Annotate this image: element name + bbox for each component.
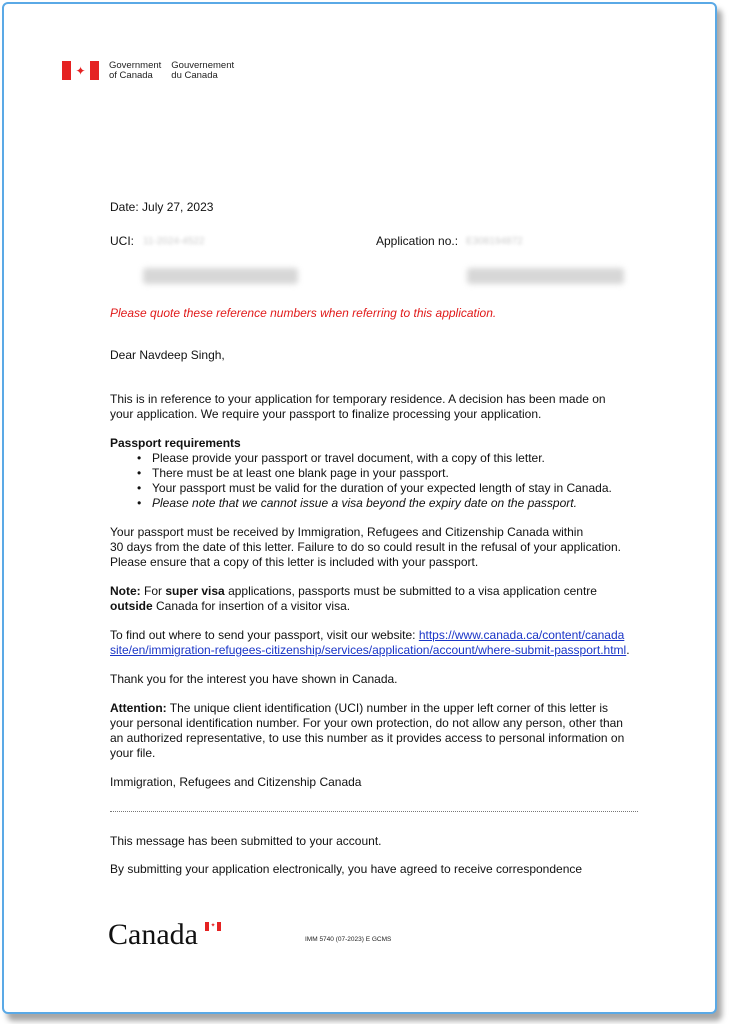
requirements-heading: Passport requirements xyxy=(110,436,241,450)
website-paragraph xyxy=(110,628,630,658)
passport-requirements xyxy=(110,436,612,511)
note-outside: outside xyxy=(110,599,153,613)
canada-wordmark: Canada xyxy=(108,918,198,951)
passport-submission-link-cont[interactable]: site/en/immigration-refugees-citizenship/services/application/account/where-submit-passport.html xyxy=(110,643,627,657)
date-value: July 27, 2023 xyxy=(142,200,214,214)
dear-word: Dear xyxy=(110,348,137,362)
government-of-canada-logo xyxy=(62,61,234,81)
gov-en-line1: Government xyxy=(109,60,162,71)
deadline-line: 30 days from the date of this letter. Failure to do so could result in the refusal of your application. xyxy=(110,540,621,554)
gov-name-fr xyxy=(171,61,234,81)
website-intro: To find out where to send your passport, visit our website: xyxy=(110,628,416,642)
attention-line: The unique client identification (UCI) number in the upper left corner of this letter is xyxy=(169,701,608,715)
attention-line: your file. xyxy=(110,746,156,760)
electronic-consent-message: By submitting your application electronically, you have agreed to receive correspondence xyxy=(110,862,583,876)
requirements-list xyxy=(110,451,612,511)
attention-line: an authorized representative, to use this number as it provides access to personal information on xyxy=(110,731,625,745)
requirement-item: • There must be at least one blank page in your passport. xyxy=(152,466,612,481)
passport-submission-link[interactable]: https://www.canada.ca/content/canada xyxy=(418,628,625,642)
gov-fr-line1: Gouvernement xyxy=(171,60,235,71)
application-number-label: Application no.: xyxy=(376,234,459,248)
wordmark-flag-icon: ✦ xyxy=(205,922,221,931)
redacted-block-left xyxy=(143,268,298,284)
requirement-item: • Please note that we cannot issue a visa beyond the expiry date on the passport. xyxy=(152,496,612,511)
note-text: applications, passports must be submitted to a visa application centre xyxy=(228,584,597,598)
thanks-line: Thank you for the interest you have shown in Canada. xyxy=(110,672,398,686)
deadline-line: Your passport must be received by Immigration, Refugees and Citizenship Canada within xyxy=(110,525,584,539)
intro-line: your application. We require your passport to finalize processing your application. xyxy=(110,407,542,421)
gov-en-line2: of Canada xyxy=(109,70,153,81)
canada-flag-icon: ✦ xyxy=(62,61,99,80)
note-paragraph xyxy=(110,584,597,614)
requirement-item: • Your passport must be valid for the duration of your expected length of stay in Canada. xyxy=(152,481,612,496)
note-text: For xyxy=(144,584,163,598)
note-super-visa: super visa xyxy=(165,584,225,598)
note-label: Note: xyxy=(110,584,141,598)
intro-line: This is in reference to your application for temporary residence. A decision has been made on xyxy=(110,392,606,406)
form-number: IMM 5740 (07-2023) E GCMS xyxy=(305,936,392,943)
quote-reference-notice: Please quote these reference numbers when referring to this application. xyxy=(110,306,497,320)
deadline-line: Please ensure that a copy of this letter is included with your passport. xyxy=(110,555,479,569)
requirement-item: • Please provide your passport or travel document, with a copy of this letter. xyxy=(152,451,612,466)
recipient-name: Navdeep Singh, xyxy=(139,348,225,362)
link-period: . xyxy=(626,643,630,657)
dotted-divider xyxy=(110,811,638,812)
date-row xyxy=(110,200,213,215)
gov-fr-line2: du Canada xyxy=(171,70,218,81)
salutation xyxy=(110,348,225,363)
attention-label: Attention: xyxy=(110,701,167,715)
application-number-redacted: E308194872 xyxy=(466,236,523,247)
uci-value-redacted: 11-2024-4522 xyxy=(143,236,205,247)
gov-name-en xyxy=(109,61,161,81)
deadline-paragraph xyxy=(110,525,621,570)
signoff: Immigration, Refugees and Citizenship Canada xyxy=(110,775,362,789)
note-text: Canada for insertion of a visitor visa. xyxy=(156,599,351,613)
date-label: Date: xyxy=(110,200,139,214)
redacted-block-right xyxy=(467,268,624,284)
uci-label: UCI: xyxy=(110,234,134,248)
submitted-message: This message has been submitted to your account. xyxy=(110,834,382,848)
attention-paragraph xyxy=(110,701,624,761)
attention-line: your personal identification number. For your own protection, do not allow any person, other than xyxy=(110,716,623,730)
intro-paragraph xyxy=(110,392,606,422)
